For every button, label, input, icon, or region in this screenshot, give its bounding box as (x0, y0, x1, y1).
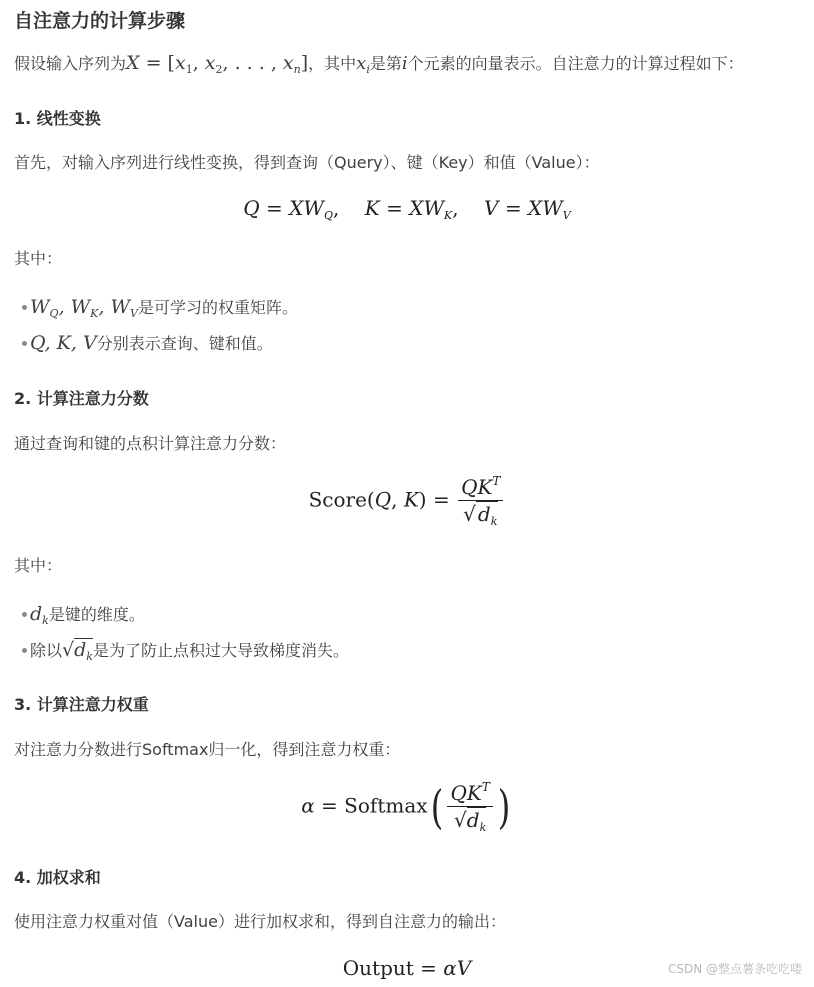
section-2-where: 其中： (14, 556, 63, 575)
section-1-where: 其中： (14, 249, 63, 268)
bullet-text: 是键的维度。 (48, 605, 145, 624)
section-3-heading: 3. 计算注意力权重 (14, 695, 149, 714)
csdn-watermark: CSDN @整点薯条吃吃喽 (667, 962, 802, 976)
section-2-bullet-2: 除以$√d_k$是为了防止点积过大导致梯度消失。 (30, 639, 349, 668)
bullet-text: 是可学习的权重矩阵。 (137, 298, 298, 317)
intro-mid2: 是第 (369, 54, 402, 73)
section-4-text: 使用注意力权重对值（Value）进行加权求和，得到自注意力的输出： (14, 912, 506, 931)
section-3-text: 对注意力分数进行Softmax归一化，得到注意力权重： (14, 740, 401, 759)
intro-xi-math: $x_i$ (356, 53, 370, 76)
intro-prefix: 假设输入序列为 (14, 54, 127, 73)
bullet-prefix: 除以 (30, 641, 63, 660)
section-4-equation: Output = αV (342, 956, 472, 980)
section-1-equation: $Q = XW_Q$, $K = XW_K$, $V = XW_V$ (243, 196, 571, 222)
bullet-text: 分别表示查询、键和值。 (96, 334, 273, 353)
page-title: 自注意力的计算步骤 (14, 10, 186, 32)
intro-mid1: ，其中 (308, 54, 357, 73)
section-1-heading: 1. 线性变换 (14, 109, 101, 128)
section-3-equation: α = Softmax( $\frac{QK^T}{√d_k}$ ) (301, 780, 511, 834)
intro-i-math: i (401, 53, 408, 74)
section-2-bullet-1: $d_k$是键的维度。 (30, 603, 145, 632)
section-2-text: 通过查询和键的点积计算注意力分数： (14, 434, 287, 453)
intro-suffix: 个元素的向量表示。自注意力的计算过程如下： (407, 54, 744, 73)
section-1-text: 首先，对输入序列进行线性变换，得到查询（Query）、键（Key）和值（Value）： (14, 153, 600, 172)
section-4-heading: 4. 加权求和 (14, 868, 101, 887)
section-1-bullet-1: $W_Q$, $W_K$, $W_V$是可学习的权重矩阵。 (30, 296, 298, 325)
bullet-text: 是为了防止点积过大导致梯度消失。 (92, 641, 349, 660)
section-2-heading: 2. 计算注意力分数 (14, 389, 149, 408)
section-1-bullet-2: Q, K, V分别表示查询、键和值。 (30, 332, 273, 354)
intro-sequence-math: $X = [x_1$, $x_2$, . . . , $x_n$] (126, 52, 309, 76)
section-2-equation: Score(Q, K) = $\frac{QK^T}{√ d_k}$ (0, 474, 814, 528)
intro-paragraph (14, 52, 744, 81)
